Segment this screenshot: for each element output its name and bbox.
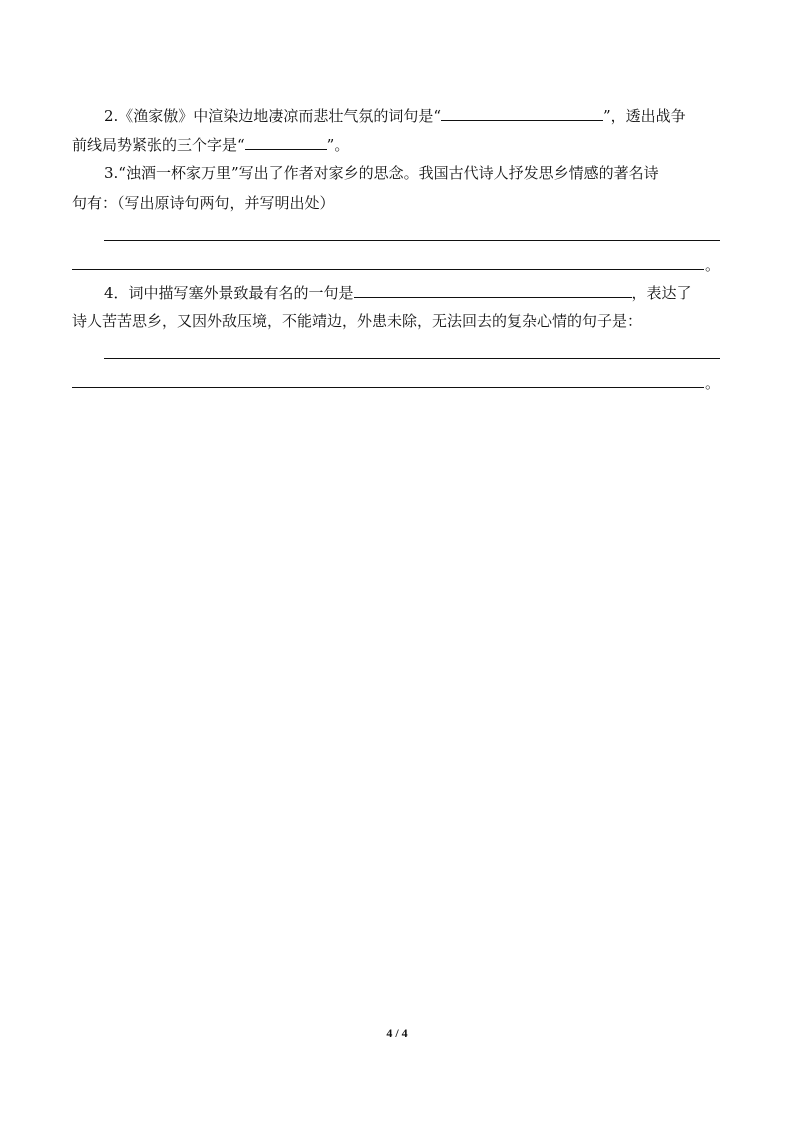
question-4-line-1: [104, 282, 754, 303]
question-4-answer-line-1[interactable]: [104, 358, 720, 359]
page-number: 4 / 4: [386, 1026, 408, 1040]
question-2-answer-blank-1[interactable]: [441, 105, 603, 121]
question-4-text-b: ，表达了: [631, 284, 692, 302]
question-2-line-1: [104, 105, 754, 126]
question-4-line-2: [72, 311, 722, 331]
question-3-text-b: 句有：（写出原诗句两句，并写明出处）: [72, 194, 335, 212]
question-4-answer-blank-1[interactable]: [354, 282, 632, 298]
question-2-answer-blank-2[interactable]: [245, 134, 327, 150]
question-2-text-c: 前线局势紧张的三个字是“: [72, 136, 245, 154]
question-3-answer-line-1[interactable]: [104, 240, 720, 241]
question-4-text-a: 4．词中描写塞外景致最有名的一句是: [104, 284, 354, 302]
question-4-answer-line-2[interactable]: [72, 387, 704, 388]
question-3-end-mark: 。: [705, 256, 721, 274]
question-3-text-a: 3.“浊酒一杯家万里”写出了作者对家乡的思念。我国古代诗人抒发思乡情感的著名诗: [104, 164, 659, 182]
question-4-end-mark: 。: [705, 374, 721, 392]
question-3-answer-line-2[interactable]: [72, 269, 704, 270]
question-2-text-a: 2.《渔家傲》中渲染边地凄凉而悲壮气氛的词句是“: [104, 107, 441, 125]
question-4-text-c: 诗人苦苦思乡，又因外敌压境，不能靖边，外患未除，无法回去的复杂心情的句子是：: [72, 312, 643, 330]
question-3-line-2: [72, 193, 722, 213]
question-2-text-d: ”。: [326, 136, 350, 154]
question-3-line-1: [104, 163, 754, 183]
question-2-line-2: [72, 134, 722, 155]
question-2-text-b: ”，透出战争: [602, 107, 686, 125]
